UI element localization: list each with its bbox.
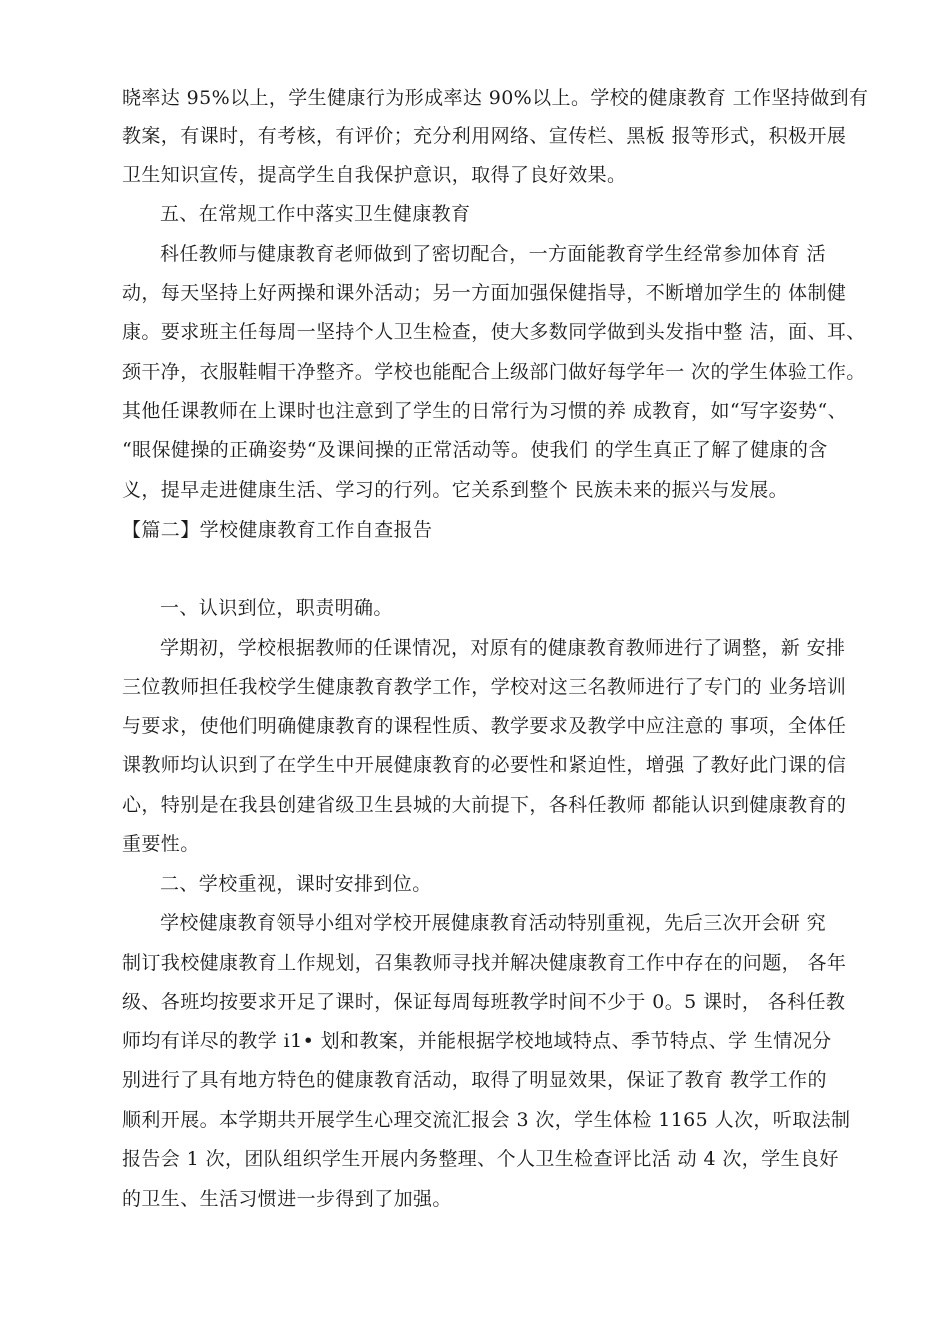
paragraph-line: 顺利开展。本学期共开展学生心理交流汇报会 3 次，学生体检 1165 人次，听取法制 <box>122 1109 851 1131</box>
paragraph-line: 科任教师与健康教育老师做到了密切配合，一方面能教育学生经常参加体育 活 <box>160 243 827 265</box>
section-heading: 一、认识到位，职责明确。 <box>160 597 393 619</box>
article-title: 【篇二】学校健康教育工作自查报告 <box>122 519 433 541</box>
paragraph-line: 颈干净，衣服鞋帽干净整齐。学校也能配合上级部门做好每学年一 次的学生体验工作。 <box>122 361 866 383</box>
paragraph-line: 其他任课教师在上课时也注意到了学生的日常行为习惯的养 成教育，如“写字姿势“、 <box>122 400 848 422</box>
section-heading: 二、学校重视，课时安排到位。 <box>160 873 432 895</box>
paragraph-line: 制订我校健康教育丄作规划，召集教师寻找并解决健康教育工作中存在的问题， 各年 <box>122 952 847 974</box>
paragraph-line: 教案，有课时，有考核，有评价；充分利用网络、宣传栏、黑板 报等形式，积极开展 <box>122 125 847 147</box>
paragraph-line: 三位教师担任我校学生健康教育教学工作，学校对这三名教师进行了专门的 业务培训 <box>122 676 847 698</box>
paragraph-line: 的卫生、生活习惯进一步得到了加强。 <box>122 1188 452 1210</box>
paragraph-line: 课教师均认识到了在学生中开展健康教育的必要性和紧迫性，增强 了教好此门课的信 <box>122 754 847 776</box>
paragraph-line: 义，提早走进健康生活、学习的行列。它关系到整个 民族未来的振兴与发展。 <box>122 479 789 501</box>
paragraph-line: 卫生知识宣传，提高学生自我保护意识，取得了良好效果。 <box>122 164 627 186</box>
paragraph-line: 动，每天坚持上好两操和课外活动；另一方面加强保健指导，不断增加学生的 体制健 <box>122 282 847 304</box>
paragraph-line: “眼保健操的正确姿势“及课间操的正常活动等。使我们 的学生真正了解了健康的含 <box>122 439 828 461</box>
paragraph-line: 报告会 1 次，团队组织学生开展内务整理、个人卫生检查评比活 动 4 次，学生良好 <box>122 1148 839 1170</box>
paragraph-line: 晓率达 95%以上，学生健康行为形成率达 90%以上。学校的健康教育 工作坚持做到有 <box>122 87 869 109</box>
paragraph-line: 康。要求班主任每周一坚持个人卫生检查，使大多数同学做到头发指中整 洁，面、耳、 <box>122 321 866 343</box>
paragraph-line: 心，特别是在我县创建省级卫生县城的大前提下，各科任教师 都能认识到健康教育的 <box>122 794 847 816</box>
paragraph-line: 与要求，使他们明确健康教育的课程性质、教学要求及教学中应注意的 事项，全体任 <box>122 715 847 737</box>
paragraph-line: 师均有详尽的教学 i1• 划和教案，并能根据学校地域特点、季节特点、学 生情况分 <box>122 1030 832 1052</box>
section-heading: 五、在常规工作中落实卫生健康教育 <box>160 203 471 225</box>
paragraph-line: 别进行了具有地方特色的健康教育活动，取得了明显效果，保证了教育 教学工作的 <box>122 1069 827 1091</box>
paragraph-line: 重要性。 <box>122 833 200 855</box>
paragraph-line: 学校健康教育领导小组对学校开展健康教育活动特别重视，先后三次开会研 究 <box>160 912 827 934</box>
paragraph-line: 学期初，学校根据教师的任课情况，对原有的健康教育教师进行了调整，新 安排 <box>160 637 846 659</box>
paragraph-line: 级、各班均按要求开足了课时，保证每周每班教学时间不少于 0。5 课时， 各科任教 <box>122 991 846 1013</box>
